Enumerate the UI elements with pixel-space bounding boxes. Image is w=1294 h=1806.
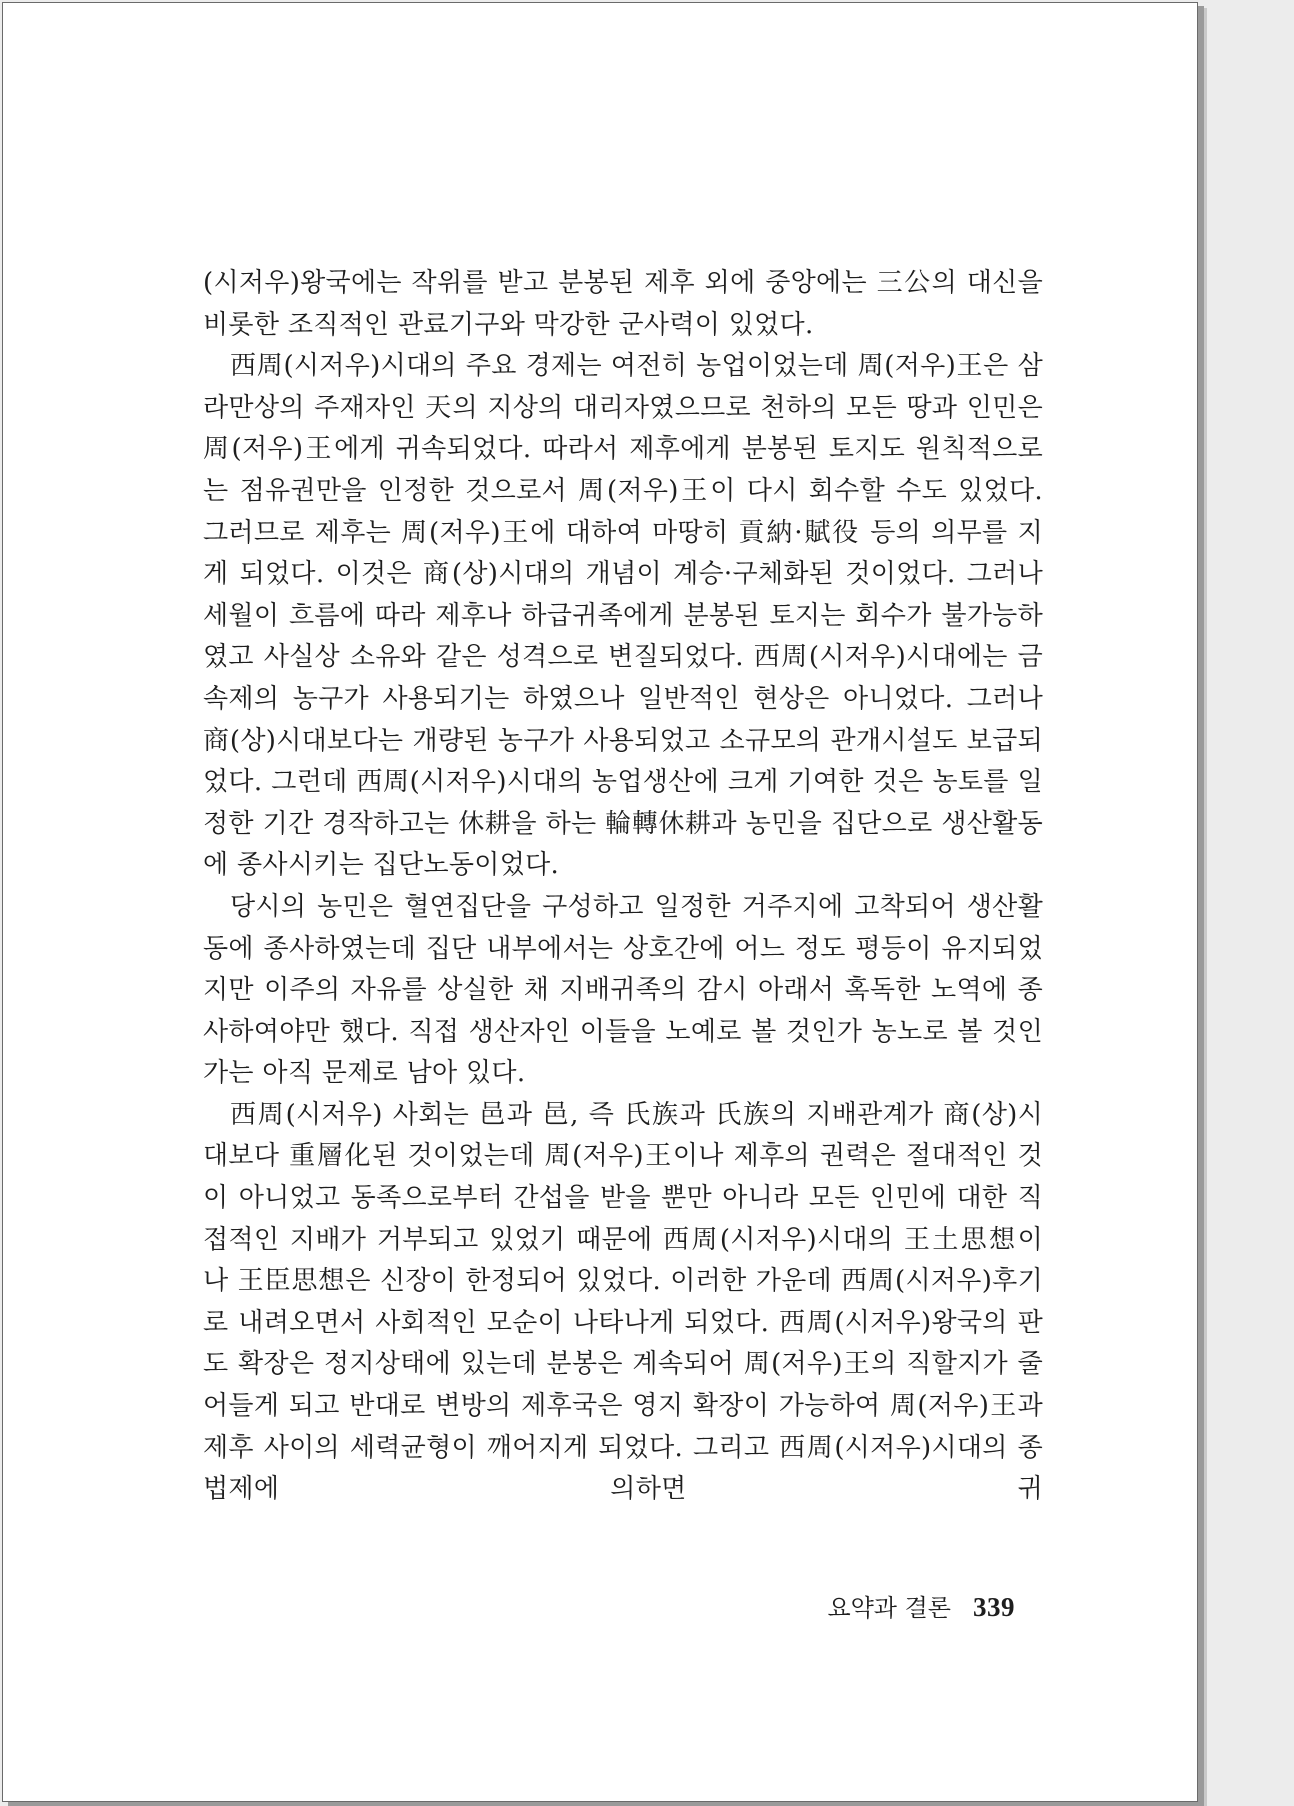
book-page — [2, 2, 1198, 1802]
paragraph: (시저우)왕국에는 작위를 받고 분봉된 제후 외에 중앙에는 三公의 대신을 비롯한 조직적인 관료기구와 막강한 군사력이 있었다. — [203, 268, 1043, 340]
body-text — [203, 263, 1043, 1511]
paragraph: 당시의 농민은 혈연집단을 구성하고 일정한 거주지에 고착되어 생산활동에 종사하였는데 집단 내부에서는 상호간에 어느 정도 평등이 유지되었지만 이주의 자유를 상실한 채 지배귀족의 감시 아래서 혹독한 노역에 종사하여야만 했다. 직접 생산자인 이들을 노예로 볼 것인가 농노로 볼 것인가는 아직 문제로 남아 있다. — [203, 891, 1043, 1089]
running-section-title: 요약과 결론 — [827, 1594, 951, 1622]
page-footer — [827, 1588, 1015, 1623]
paragraph: 西周(시저우) 사회는 邑과 邑, 즉 氏族과 氏族의 지배관계가 商(상)시대보다 重層化된 것이었는데 周(저우)王이나 제후의 권력은 절대적인 것이 아니었고 동족으로부터 간섭을 받을 뿐만 아니라 모든 인민에 대한 직접적인 지배가 거부되고 있었기 때문에 西周(시저우)시대의 王土思想이나 王臣思想은 신장이 한정되어 있었다. 이러한 가운데 西周(시저우)후기로 내려오면서 사회적인 모순이 나타나게 되었다. 西周(시저우)왕국의 판도 확장은 정지상태에 있는데 분봉은 계속되어 周(저우)王의 직할지가 줄어들게 되고 반대로 변방의 제후국은 영지 확장이 가능하여 周(저우)王과 제후 사이의 세력균형이 깨어지게 되었다. 그리고 西周(시저우)시대의 종법제에 의하면 귀 — [203, 1099, 1043, 1505]
page-number: 339 — [973, 1592, 1015, 1622]
paragraph: 西周(시저우)시대의 주요 경제는 여전히 농업이었는데 周(저우)王은 삼라만상의 주재자인 天의 지상의 대리자였으므로 천하의 모든 땅과 인민은 周(저우)王에게 귀속되었다. 따라서 제후에게 분봉된 토지도 원칙적으로는 점유권만을 인정한 것으로서 周(저우)王이 다시 회수할 수도 있었다. 그러므로 제후는 周(저우)王에 대하여 마땅히 貢納·賦役 등의 의무를 지게 되었다. 이것은 商(상)시대의 개념이 계승·구체화된 것이었다. 그러나 세월이 흐름에 따라 제후나 하급귀족에게 분봉된 토지는 회수가 불가능하였고 사실상 소유와 같은 성격으로 변질되었다. 西周(시저우)시대에는 금속제의 농구가 사용되기는 하였으나 일반적인 현상은 아니었다. 그러나 商(상)시대보다는 개량된 농구가 사용되었고 소규모의 관개시설도 보급되었다. 그런데 西周(시저우)시대의 농업생산에 크게 기여한 것은 농토를 일정한 기간 경작하고는 休耕을 하는 輪轉休耕과 농민을 집단으로 생산활동에 종사시키는 집단노동이었다. — [203, 351, 1043, 881]
